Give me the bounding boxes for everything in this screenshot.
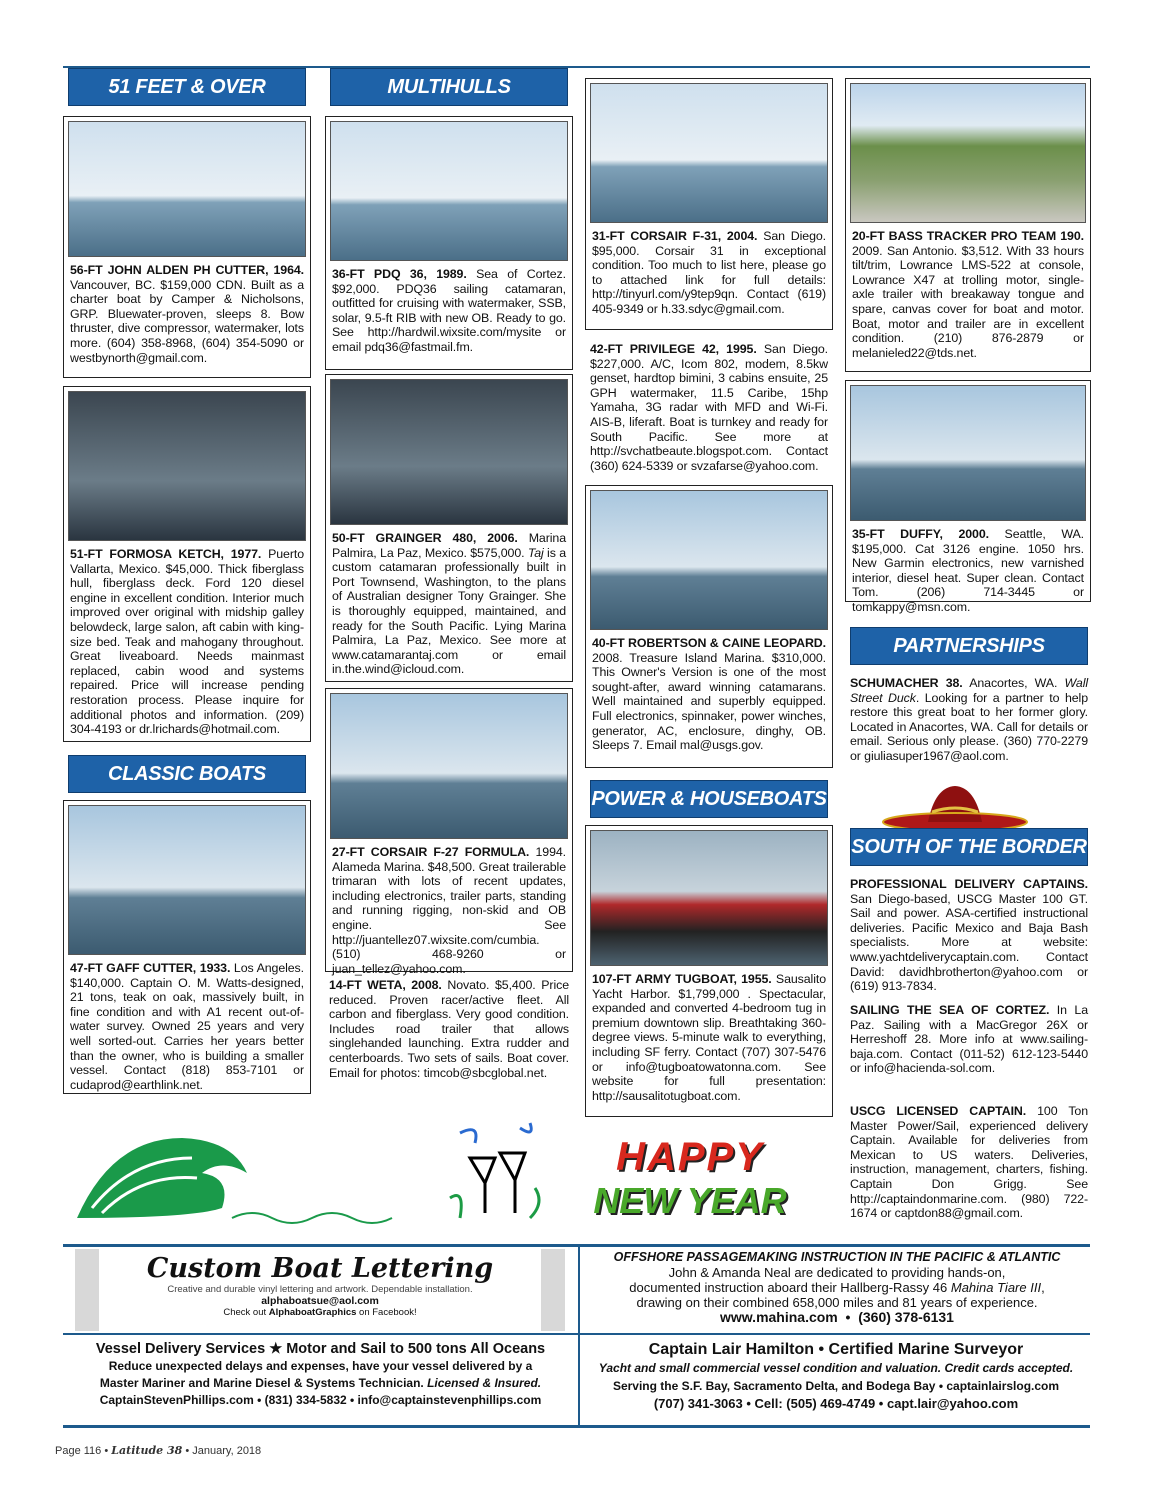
boat-photo <box>590 83 828 223</box>
listing-title: SAILING THE SEA OF CORTEZ. <box>850 1003 1050 1017</box>
listing-leopard <box>585 485 833 768</box>
listing-title: PROFESSIONAL DELIVERY CAPTAINS. <box>850 877 1088 891</box>
listing-title: 47-FT GAFF CUTTER, 1933. <box>70 961 231 975</box>
listing-body: 2009. San Antonio. $3,512. With 33 hours tilt/trim, Lowrance LMS-522 at console, Lowrance X47 at trolling motor, single- axle trailer with breakaway tongue and spare, canvas cover for boat and motor. Boat, motor and trailer are in excellent condition. (210) 876-2879 or melanieled22@tds.net. <box>852 243 1084 360</box>
boat-photo <box>330 121 568 261</box>
page-number: Page 116 <box>55 1445 102 1457</box>
ad-text: , <box>1041 1280 1045 1295</box>
ad-custom-boat-lettering <box>75 1249 565 1331</box>
ad-text: on Facebook! <box>356 1307 417 1318</box>
ad-contact[interactable]: (707) 341-3063 • Cell: (505) 469-4749 • capt.lair@yahoo.com <box>653 1396 1019 1411</box>
listing-body: In La Paz. Sailing with a MacGregor 26X or Herreshoff 28. More info at www.sailing-baja.com. Contact (011-52) 612-123-5440 or info@hacienda-sol.com. <box>850 1003 1088 1076</box>
ad-text: John & Amanda Neal are dedicated to providing hands-on, <box>668 1265 1006 1280</box>
boat-photo <box>330 379 568 525</box>
section-header-power: POWER & HOUSEBOATS <box>590 780 828 818</box>
boat-photo <box>590 490 828 630</box>
ad-vessel-delivery <box>63 1341 578 1409</box>
happy-new-year-clipart <box>590 1135 790 1235</box>
listing-gaff <box>63 800 311 1094</box>
ad-text: Check out <box>223 1307 269 1318</box>
boat-photo <box>68 391 306 541</box>
listing-f27 <box>325 688 573 976</box>
listing-body: San Diego-based, USCG Master 100 GT. Sail and power. ASA-certified instructional deliveries. Pacific Mexico and Baja Bash specialists. More at website: www.yachtdeliverycaptain.com. Contact David: davidhbrotherton@yahoo.com or (619) 913-7834. <box>850 891 1088 994</box>
listing-body: . Looking for a partner to help restore this great boat to her former glory. Located in Anacortes, WA. Call for details or email. Serious only please. (360) 770-2279 or giuliasuper1967@aol.com. <box>850 690 1088 763</box>
listing-tug <box>585 825 833 1117</box>
ad-text <box>582 1280 1092 1295</box>
magazine-logo: Latitude 38 <box>111 1444 183 1457</box>
listing-body: Puerto Vallarta, Mexico. $45,000. Thick fiberglass hull, fiberglass deck. Ford 120 diesel engine in excellent condition. Interior much improved over original with midship galley belowdeck, large salon, aft cabin with king-size bed. Teak and mahogany throughout. Great liveaboard. Needs mainmast replaced, cabin wood and systems repaired. Price will increase pending restoration process. Please inquire for additional photos and information. (209) 304-4193 or dr.lrichards@hotmail.com. <box>70 547 304 737</box>
boat-name: Wall Street Duck <box>850 676 1089 705</box>
section-header-51ft: 51 FEET & OVER <box>68 68 306 106</box>
listing-grainger <box>325 374 573 682</box>
ad-text: drawing on their combined 658,000 miles and 81 years of experience. <box>636 1295 1038 1310</box>
ad-text: documented instruction aboard their Hallberg-Rassy 46 <box>629 1280 951 1295</box>
listing-formosa <box>63 386 311 742</box>
listing-body: Sausalito Yacht Harbor. $1,799,000 . Spectacular, expanded and converted 4-bedroom tug in premium downtown slip. Breathtaking 360-degree views. 5-minute walk to everything, including SF ferry. Contact (707) 307-5476 or info@tugboatowatonna.com. See website for full presentation: http://sausalitotugboat.com. <box>592 972 826 1103</box>
issue-date: January, 2018 <box>192 1445 262 1457</box>
boat-photo <box>590 830 828 966</box>
ad-text: Creative and durable vinyl lettering and artwork. Dependable installation. <box>167 1284 473 1295</box>
listing-title: 20-FT BASS TRACKER PRO TEAM 190. <box>852 229 1084 243</box>
listing-duffy <box>845 380 1091 614</box>
boat-photo <box>68 121 306 257</box>
listing-title: SCHUMACHER 38. <box>850 676 963 690</box>
ad-title: OFFSHORE PASSAGEMAKING INSTRUCTION IN THE PACIFIC & ATLANTIC <box>613 1250 1061 1264</box>
ad-rule-top <box>63 1244 1090 1247</box>
ad-text: Licensed & Insured. <box>427 1376 542 1390</box>
listing-title: 36-FT PDQ 36, 1989. <box>332 267 467 281</box>
ad-contact[interactable]: CaptainStevenPhillips.com • (831) 334-5832 • info@captainstevenphillips.com <box>99 1393 542 1407</box>
boat-photo <box>68 805 306 955</box>
page-footer <box>55 1444 261 1457</box>
boat-photo <box>330 693 568 839</box>
ad-text: Reduce unexpected delays and expenses, have your vessel delivered by a <box>108 1359 533 1373</box>
listing-title: 31-FT CORSAIR F-31, 2004. <box>592 229 758 243</box>
listing-pdq <box>325 116 573 370</box>
ad-title: Captain Lair Hamilton • Certified Marine Surveyor <box>648 1341 1024 1358</box>
listing-title: 56-FT JOHN ALDEN PH CUTTER, 1964. <box>70 263 304 277</box>
listing-title: 35-FT DUFFY, 2000. <box>852 527 989 541</box>
ad-rule-mid <box>63 1333 1090 1335</box>
listing-weta <box>329 978 569 1080</box>
listing-delivery <box>850 877 1088 994</box>
listing-body: Anacortes, WA. <box>962 676 1065 690</box>
listing-title: 107-FT ARMY TUGBOAT, 1955. <box>592 972 772 986</box>
listing-body: San Diego. $227,000. A/C, Icom 802, modem, 8.5kw genset, hardtop bimini, 3 cabins ensuite, 25 GPH watermaker, 11.5 Caribe, 15hp Yamaha, 3G radar with MFD and Wi-Fi. AIS-B, liferaft. Boat is turnkey and ready for South Pacific. See more at http://svchatbeaute.blogspot.com. Contact (360) 624-5339 or svzafarse@yahoo.com. <box>590 342 828 473</box>
listing-uscg <box>850 1104 1088 1221</box>
boat-photo <box>850 83 1086 223</box>
listing-body: is a custom catamaran professionally built in Port Townsend, Washington, to the plans of Australian designer Tony Grainger. She is thoroughly equipped, maintained, and ready for the South Pacific. Lying Marina Palmira, La Paz, Mexico. See more at www.catamarantaj.com or email in.the.wind@icloud.com. <box>332 545 566 677</box>
ad-text <box>63 1375 578 1392</box>
listing-body: Marina Palmira, La Paz, Mexico. $575,000. <box>332 531 566 560</box>
separator: • <box>182 1445 193 1457</box>
ad-text: Master Mariner and Marine Diesel & Systems Technician. <box>99 1376 428 1390</box>
ad-email[interactable]: alphaboatsue@aol.com <box>261 1295 379 1307</box>
wave-clipart-icon <box>72 1118 412 1228</box>
listing-body: Novato. $5,400. Price reduced. Proven racer/active fleet. All carbon and fiberglass. Very good condition. Includes road trailer that allows singlehanded launching. Extra rudder and centerboards. Two sets of sails. Boat cover. Email for photos: timcob@sbcglobal.net. <box>329 978 569 1080</box>
boat-photo <box>850 385 1086 521</box>
listing-title: 51-FT FORMOSA KETCH, 1977. <box>70 547 262 561</box>
party-glasses-clipart-icon <box>440 1118 550 1233</box>
listing-body: 1994. Alameda Marina. $48,500. Great trailerable trimaran with lots of recent updates, including electronics, trailer parts, standing and running rigging, non-skid and OB engine. See http://juantellez07.wixsite.com/cumbia. (510) 468-9260 or juan_tellez@yahoo.com. <box>332 845 566 976</box>
section-header-classic: CLASSIC BOATS <box>68 755 306 793</box>
listing-body: Sea of Cortez. $92,000. PDQ36 sailing catamaran, outfitted for cruising with watermaker, SSB, solar, 9.5-ft RIB with new OB. Ready to go. See http://hardwil.wixsite.com/mysite or email pdq36@fastmail.fm. <box>332 267 566 354</box>
listing-title: 42-FT PRIVILEGE 42, 1995. <box>590 342 757 356</box>
listing-privilege <box>590 342 828 473</box>
boat-name: Mahina Tiare III <box>950 1280 1042 1295</box>
listing-title: 27-FT CORSAIR F-27 FORMULA. <box>332 845 530 859</box>
listing-cortez <box>850 1003 1088 1076</box>
ad-marine-surveyor <box>580 1341 1092 1413</box>
listing-body: 2008. Treasure Island Marina. $310,000. This Owner's Version is one of the most sought-after, award winning catamarans. Well maintained and superbly equipped. Full electronics, spinnaker, power winches, generator, AC, enclosure, dinghy, OB. Sleeps 7. Email mal@usgs.gov. <box>592 650 826 753</box>
ad-title: Vessel Delivery Services ★ Motor and Sail to 500 tons All Oceans <box>95 1341 546 1357</box>
listing-title: USCG LICENSED CAPTAIN. <box>850 1104 1027 1118</box>
ad-text: Serving the S.F. Bay, Sacramento Delta, and Bodega Bay • captainlairslog.com <box>612 1379 1060 1393</box>
new-year-text: NEW YEAR <box>593 1180 787 1221</box>
ad-rule-bottom <box>63 1425 1090 1428</box>
listing-body: Los Angeles. $140,000. Captain O. M. Watts-designed, 21 tons, teak on oak, massively built, in fine condition and with A1 recent out-of-water survey. Owned 25 years and very well sorted-out. Carries her years better than the owner, who is building a smaller vessel. Contact (818) 853-7101 or cudaprod@earthlink.net. <box>70 961 304 1092</box>
happy-text: HAPPY <box>616 1135 764 1179</box>
listing-alden <box>63 116 311 378</box>
listing-body: San Diego. $95,000. Corsair 31 in exceptional condition. Too much to list here, please go to attached link for full details: http://tinyurl.com/y9tep9qn. Contact (619) 405-9349 or h.33.sdyc@gmail.com. <box>592 229 827 316</box>
section-header-south: SOUTH OF THE BORDER <box>850 828 1088 866</box>
listing-title: 14-FT WETA, 2008. <box>329 978 442 992</box>
listing-schumacher <box>850 676 1088 764</box>
ad-facebook <box>99 1307 541 1318</box>
section-header-partnerships: PARTNERSHIPS <box>850 627 1088 665</box>
listing-title: 50-FT GRAINGER 480, 2006. <box>332 531 518 545</box>
listing-title: 40-FT ROBERTSON & CAINE LEOPARD. <box>592 636 826 650</box>
ad-mahina <box>582 1250 1092 1325</box>
separator: • <box>101 1445 112 1457</box>
listing-body: Seattle, WA. $195,000. Cat 3126 engine. 1050 hrs. New Garmin electronics, new varnished interior, diesel heat. Super clean. Contact Tom. (206) 714-3445 or tomkappy@msn.com. <box>852 527 1084 614</box>
section-header-multihulls: MULTIHULLS <box>330 68 568 106</box>
ad-text: Yacht and small commercial vessel condition and valuation. Credit cards accepted. <box>598 1361 1074 1375</box>
ad-contact[interactable]: www.mahina.com • (360) 378-6131 <box>720 1309 954 1325</box>
boat-name: Taj <box>527 545 544 560</box>
sombrero-icon <box>880 782 1030 832</box>
listing-body: 100 Ton Master Power/Sail, experienced delivery Captain. Available for deliveries from Mexican to US waters. Deliveries, instruction, management, charters, fishing. Captain Don Grigg. See http://captaindonmarine.com. (980) 722-1674 or captdon88@gmail.com. <box>850 1104 1088 1221</box>
listing-body: Vancouver, BC. $159,000 CDN. Built as a charter boat by Camper & Nicholsons, GRP. Bluewater-proven, sleeps 8. Bow thruster, dive compressor, watermaker, lots more. (604) 358-8968, (604) 354-5090 or westbynorth@gmail.com. <box>70 277 304 365</box>
listing-bass <box>845 78 1091 372</box>
listing-f31 <box>585 78 833 330</box>
facebook-link[interactable]: AlphaboatGraphics <box>268 1307 357 1318</box>
ad-title: Custom Boat Lettering <box>146 1253 494 1284</box>
